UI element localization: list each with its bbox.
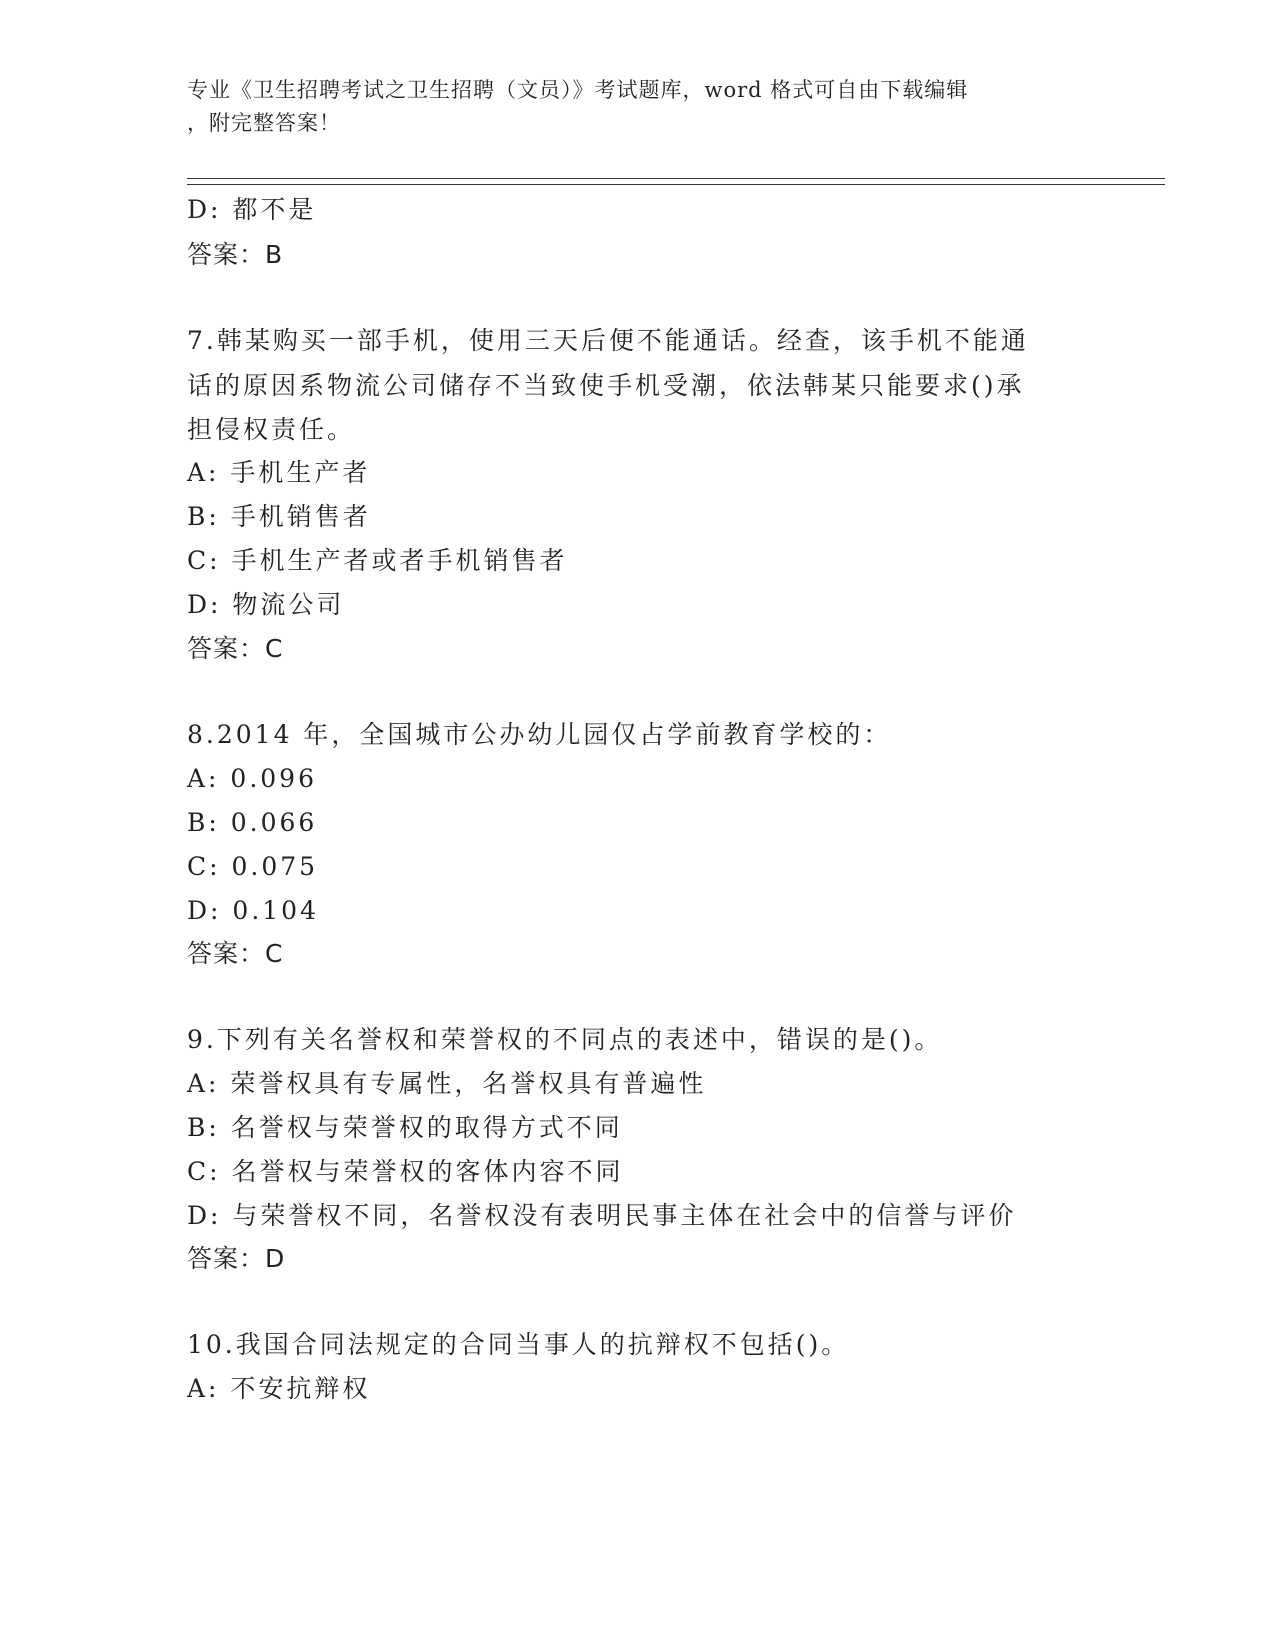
q6-option-d: D: 都不是 xyxy=(187,195,317,224)
header-line-1: 专业《卫生招聘考试之卫生招聘（文员）》考试题库，word 格式可自由下载编辑 xyxy=(187,78,969,102)
q9-option-c: C: 名誉权与荣誉权的客体内容不同 xyxy=(187,1157,624,1186)
q9-option-a: A: 荣誉权具有专属性，名誉权具有普遍性 xyxy=(187,1069,707,1098)
q8-option-d: D: 0.104 xyxy=(187,896,319,925)
header-divider xyxy=(187,178,1165,185)
q8-answer: 答案：C xyxy=(187,939,284,968)
q8-option-b: B: 0.066 xyxy=(187,808,318,837)
q9-stem: 9.下列有关名誉权和荣誉权的不同点的表述中，错误的是()。 xyxy=(187,1025,943,1054)
q7-option-b: B: 手机销售者 xyxy=(187,502,371,531)
q10-stem: 10.我国合同法规定的合同当事人的抗辩权不包括()。 xyxy=(187,1330,850,1359)
q7-stem-line-2: 话的原因系物流公司储存不当致使手机受潮，依法韩某只能要求()承 xyxy=(187,371,1025,400)
q8-stem: 8.2014 年，全国城市公办幼儿园仅占学前教育学校的： xyxy=(187,720,892,749)
q6-answer: 答案：B xyxy=(187,240,284,269)
q7-option-c: C: 手机生产者或者手机销售者 xyxy=(187,546,568,575)
header-line-2: ，附完整答案！ xyxy=(187,111,341,135)
q9-answer: 答案：D xyxy=(187,1244,286,1273)
q7-answer: 答案：C xyxy=(187,634,284,663)
q8-option-c: C: 0.075 xyxy=(187,852,319,881)
q7-stem-line-1: 7.韩某购买一部手机，使用三天后便不能通话。经查，该手机不能通 xyxy=(187,326,1029,355)
q10-option-a: A: 不安抗辩权 xyxy=(187,1374,371,1403)
q9-option-d: D: 与荣誉权不同，名誉权没有表明民事主体在社会中的信誉与评价 xyxy=(187,1201,1017,1230)
q8-option-a: A: 0.096 xyxy=(187,764,317,793)
q7-option-a: A: 手机生产者 xyxy=(187,458,371,487)
q7-option-d: D: 物流公司 xyxy=(187,590,345,619)
q7-stem-line-3: 担侵权责任。 xyxy=(187,415,356,444)
document-header xyxy=(187,74,1087,140)
q9-option-b: B: 名誉权与荣誉权的取得方式不同 xyxy=(187,1113,623,1142)
